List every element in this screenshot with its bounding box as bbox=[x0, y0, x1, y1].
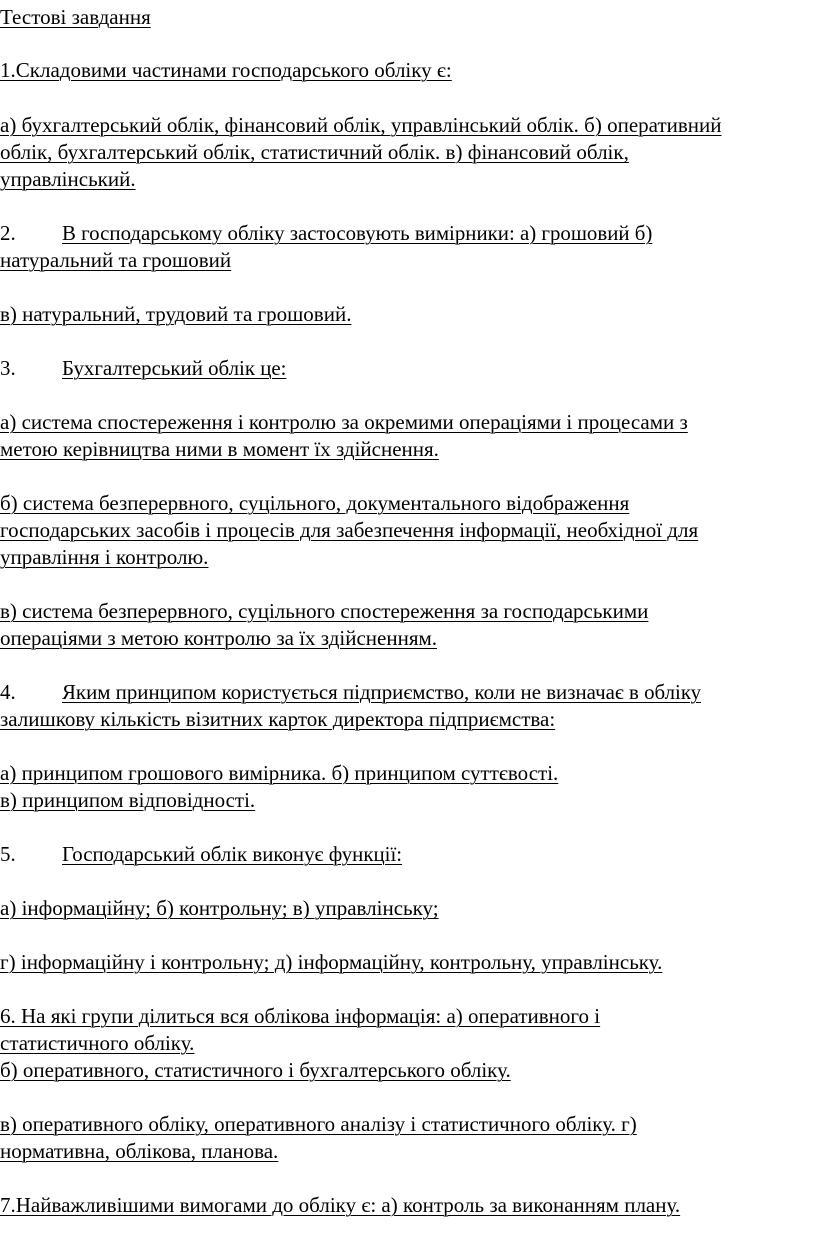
question-6-line-3: б) оперативного, статистичного і бухгалтерського обліку. bbox=[0, 1058, 511, 1082]
question-1-options-line-2: облік, бухгалтерський облік, статистичний облік. в) фінансовий облік, bbox=[0, 140, 629, 164]
question-1-options-line-3: управлінський. bbox=[0, 167, 136, 191]
question-5-number: 5. bbox=[0, 842, 16, 866]
question-3-option-b-line-2: господарських засобів і процесів для забезпечення інформації, необхідної для bbox=[0, 518, 699, 542]
question-2-option-c: в) натуральний, трудовий та грошовий. bbox=[0, 302, 352, 326]
page-title: Тестові завдання bbox=[0, 5, 151, 29]
question-3-option-b-line-1: б) система безперервного, суцільного, документального відображення bbox=[0, 491, 630, 515]
question-5-stem: Господарський облік виконує функції: bbox=[62, 842, 403, 866]
question-2-stem: В господарському обліку застосовують вимірники: а) грошовий б) bbox=[62, 221, 653, 245]
question-3-option-a-line-2: метою керівництва ними в момент їх здійснення. bbox=[0, 437, 439, 461]
question-6-line-5: нормативна, облікова, планова. bbox=[0, 1139, 279, 1163]
question-3-option-c-line-2: операціями з метою контролю за їх здійсненням. bbox=[0, 626, 438, 650]
question-4-stem: Яким принципом користується підприємство, коли не визначає в обліку bbox=[62, 680, 702, 704]
question-4-line-2: залишкову кількість візитних карток директора підприємства: bbox=[0, 707, 556, 731]
question-2-number: 2. bbox=[0, 221, 16, 245]
question-1-stem: 1.Складовими частинами господарського обліку є: bbox=[0, 58, 452, 82]
question-7-line-1: 7.Найважливішими вимогами до обліку є: а) контроль за виконанням плану. bbox=[0, 1193, 681, 1217]
question-2-line-2: натуральний та грошовий bbox=[0, 248, 232, 272]
question-6-line-1: 6. На які групи ділиться вся облікова інформація: а) оперативного і bbox=[0, 1004, 601, 1028]
question-5-options-line-1: а) інформаційну; б) контрольну; в) управлінську; bbox=[0, 896, 439, 920]
question-5-options-line-2: г) інформаційну і контрольну; д) інформаційну, контрольну, управлінську. bbox=[0, 950, 663, 974]
question-3-number: 3. bbox=[0, 356, 16, 380]
question-4-options-line-1: а) принципом грошового вимірника. б) принципом суттєвості. bbox=[0, 761, 559, 785]
question-6-line-4: в) оперативного обліку, оперативного аналізу і статистичного обліку. г) bbox=[0, 1112, 637, 1136]
question-3-stem: Бухгалтерський облік це: bbox=[62, 356, 287, 380]
question-4-options-line-2: в) принципом відповідності. bbox=[0, 788, 256, 812]
question-1-options-line-1: а) бухгалтерський облік, фінансовий облік, управлінський облік. б) оперативний bbox=[0, 113, 722, 137]
question-4-number: 4. bbox=[0, 680, 16, 704]
question-3-option-b-line-3: управління і контролю. bbox=[0, 545, 209, 569]
question-3-option-a-line-1: а) система спостереження і контролю за окремими операціями і процесами з bbox=[0, 410, 688, 434]
question-6-line-2: статистичного обліку. bbox=[0, 1031, 195, 1055]
question-3-option-c-line-1: в) система безперервного, суцільного спостереження за господарськими bbox=[0, 599, 649, 623]
